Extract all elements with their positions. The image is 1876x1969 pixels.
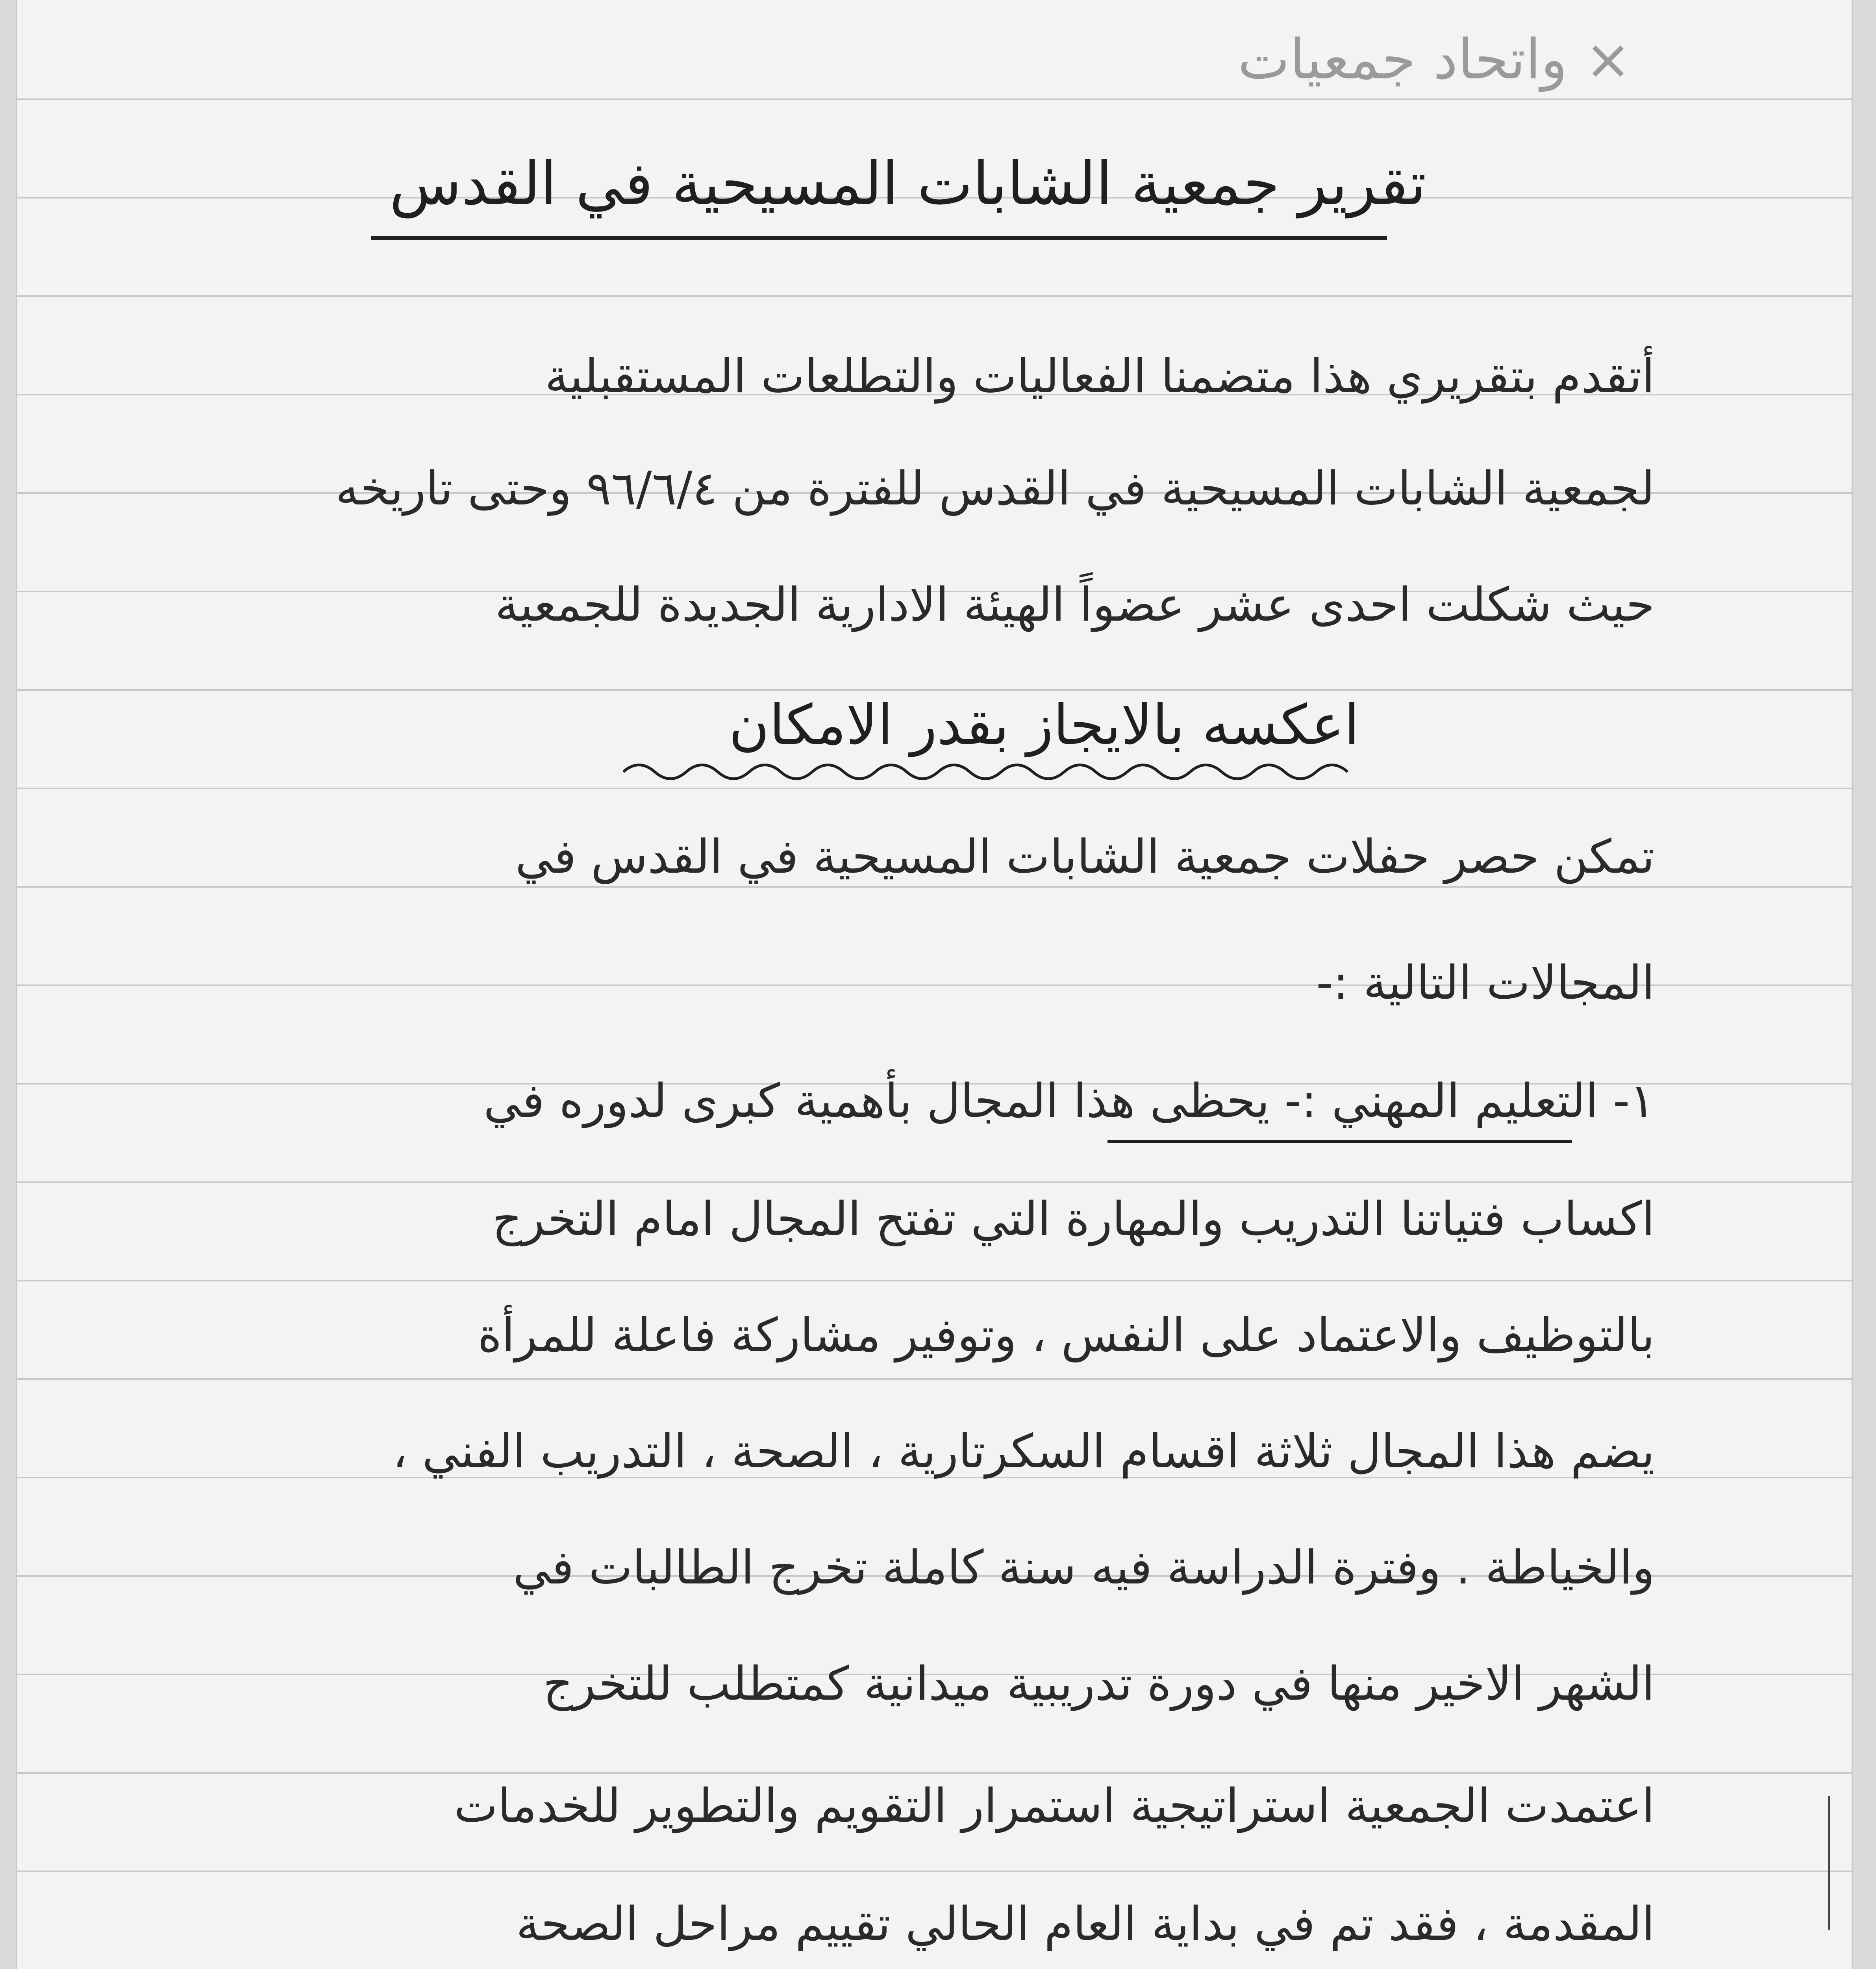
body-line: اعتمدت الجمعية استراتيجية استمرار التقويم والتطوير للخدمات: [454, 1778, 1655, 1833]
ruled-line: [17, 295, 1852, 297]
body-line: ١- التعليم المهني :- يحظى هذا المجال بأهمية كبرى لدوره في: [483, 1073, 1655, 1128]
ruled-line: [17, 1378, 1852, 1380]
corner-note: × واتحاد جمعيات: [1238, 28, 1631, 92]
ruled-line: [17, 886, 1852, 888]
ruled-line: [17, 1181, 1852, 1183]
ruled-line: [17, 98, 1852, 100]
ruled-line: [17, 1280, 1852, 1281]
body-line: المقدمة ، فقد تم في بداية العام الحالي تقييم مراحل الصحة: [516, 1897, 1655, 1951]
intro-line: لجمعية الشابات المسيحية في القدس للفترة من ٩٦/٦/٤ وحتى تاريخه: [335, 461, 1655, 515]
body-line: والخياطة . وفترة الدراسة فيه سنة كاملة تخرج الطالبات في: [513, 1540, 1655, 1594]
body-line: الشهر الاخير منها في دورة تدريبية ميدانية كمتطلب للتخرج: [543, 1656, 1655, 1711]
ruled-line: [17, 689, 1852, 691]
body-line: اكساب فتياتنا التدريب والمهارة التي تفتح المجال امام التخرج: [492, 1192, 1655, 1246]
ruled-line: [17, 788, 1852, 789]
report-title: تقرير جمعية الشابات المسيحية في القدس: [389, 150, 1426, 218]
title-underline: [371, 236, 1387, 240]
body-line: يضم هذا المجال ثلاثة اقسام السكرتارية ، الصحة ، التدريب الفني ،: [392, 1424, 1655, 1478]
body-line: المجالات التالية :-: [1316, 955, 1655, 1010]
section-heading: اعكسه بالايجاز بقدر الامكان: [729, 693, 1359, 757]
ruled-line: [17, 1772, 1852, 1774]
body-line: بالتوظيف والاعتماد على النفس ، وتوفير مشاركة فاعلة للمرأة: [477, 1308, 1655, 1362]
margin-mark: [1828, 1796, 1830, 1930]
ruled-line: [17, 1871, 1852, 1872]
item-heading-underline: [1107, 1140, 1572, 1143]
intro-line: حيث شكلت احدى عشر عضواً الهيئة الادارية الجديدة للجمعية: [495, 577, 1655, 632]
body-line: تمكن حصر حفلات جمعية الشابات المسيحية في القدس في: [515, 829, 1655, 884]
document-page: [16, 0, 1853, 1969]
wavy-underline: [623, 758, 1371, 786]
intro-line: أتقدم بتقريري هذا متضمنا الفعاليات والتطلعات المستقبلية: [545, 349, 1655, 403]
